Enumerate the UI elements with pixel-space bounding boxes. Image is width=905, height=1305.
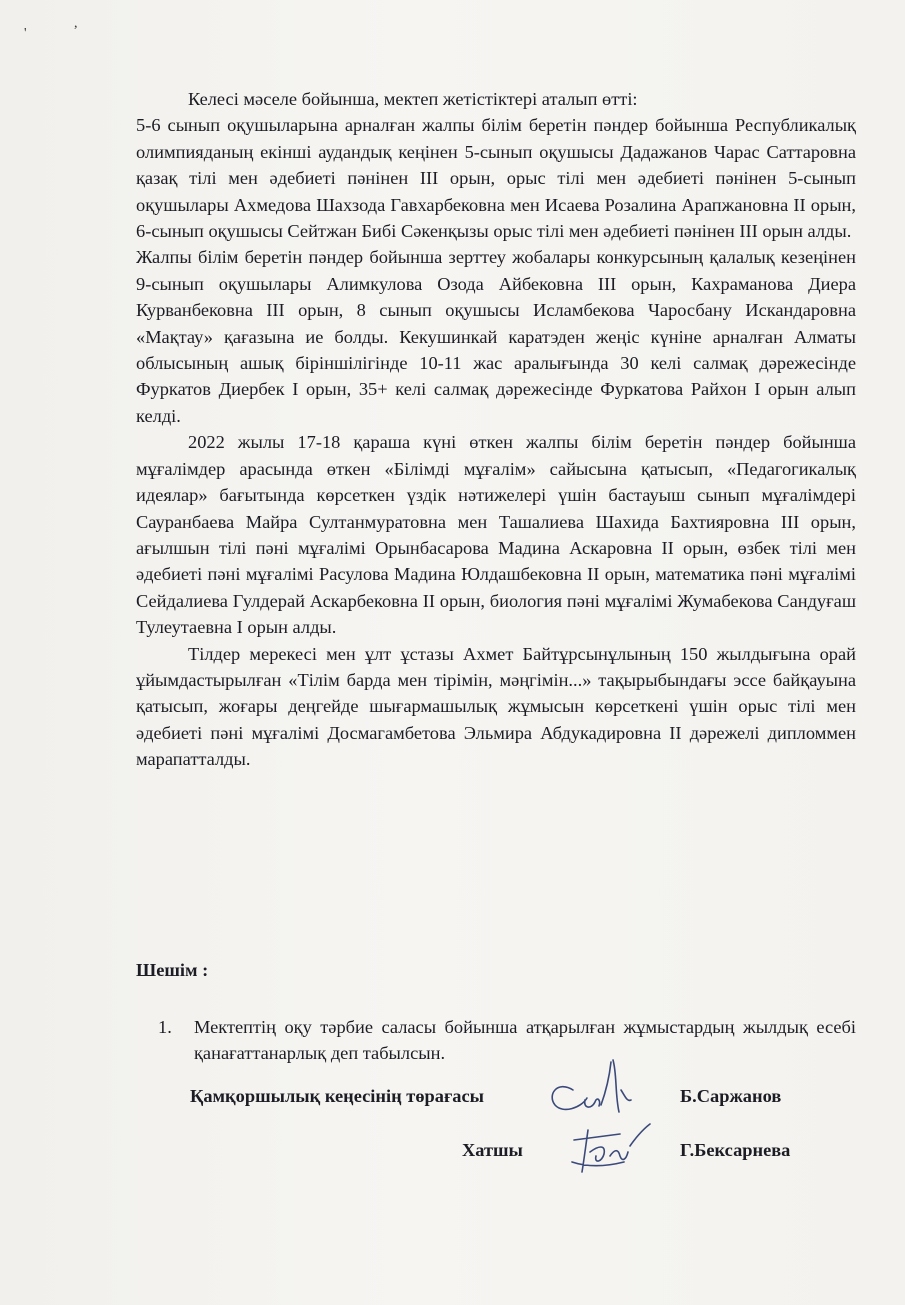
intro-paragraph: Келесі мәселе бойынша, мектеп жетістіктері аталып өтті: bbox=[188, 89, 638, 109]
decision-heading: Шешім : bbox=[136, 960, 209, 980]
secretary-name: Г.Бексарнева bbox=[680, 1140, 791, 1160]
olympiad-paragraph: 5-6 сынып оқушыларына арналған жалпы білім беретін пәндер бойынша Республикалық олимпияданың екінші аудандық кеңінен 5-сынып оқушысы Дадажанов Чарас Саттаровна қазақ тілі мен әдебиеті пәнінен ІІІ орын, орыс тілі мен әдебиеті пәнінен 5-сынып оқушылары Ахмедова Шахзода Гавхарбековна мен Исаева Розалина Арапжановна ІІ орын, 6-сынып оқушысы Сейтжан Бибі Сәкенқызы орыс тілі мен әдебиеті пәнінен ІІІ орын алды. bbox=[136, 115, 856, 242]
essay-contest-paragraph: Тілдер мерекесі мен ұлт ұстазы Ахмет Байтұрсынұлының 150 жылдығына орай ұйымдастырылған «Тілім барда мен тірімін, мәңгімін...» тақырыбындағы эссе байқауына қатысып, жоғары деңгейде шығармашылық жұмысын көрсеткені үшін орыс тілі мен әдебиеті пәні мұғалімі Досмагамбетова Эльмира Абдукадировна ІІ дәрежелі дипломмен марапатталды. bbox=[136, 643, 856, 770]
chair-name: Б.Саржанов bbox=[680, 1086, 782, 1106]
corner-mark-right: , bbox=[74, 16, 78, 31]
secretary-signature bbox=[560, 1110, 665, 1180]
decision-item bbox=[158, 1014, 856, 1066]
secretary-title: Хатшы bbox=[462, 1140, 523, 1160]
teachers-contest-paragraph: 2022 жылы 17-18 қараша күні өткен жалпы білім беретін пәндер бойынша мұғалімдер арасында өткен «Білімді мұғалім» сайысына қатысып, «Педагогикалық идеялар» бағытында көрсеткен үздік нәтижелері үшін бастауыш сынып мұғалімдері Сауранбаева Майра Султанмуратовна мен Ташалиева Шахида Бахтияровна ІІІ орын, ағылшын тілі пәні мұғалімі Орынбасарова Мадина Аскаровна ІІ орын, өзбек тілі мен әдебиеті пәні мұғалімі Расулова Мадина Юлдашбековна ІІ орын, математика пәні мұғалімі Сейдалиева Гулдерай Аскарбековна ІІ орын, биология пәні мұғалімі Жумабекова Сандуғаш Тулеутаевна І орын алды. bbox=[136, 432, 856, 638]
corner-mark-left: ' bbox=[24, 26, 27, 41]
chair-title: Қамқоршылық кеңесінің төрағасы bbox=[190, 1086, 485, 1106]
document-body bbox=[136, 86, 856, 773]
research-projects-paragraph: Жалпы білім беретін пәндер бойынша зерттеу жобалары конкурсының қалалық кезеңінен 9-сынып оқушылары Алимкулова Озода Айбековна ІІІ орын, Кахраманова Диера Курванбековна ІІІ орын, 8 сынып оқушысы Исламбекова Чаросбану Искандаровна «Мақтау» қағазына ие болды. Кекушинкай каратэден жеңіс күніне арналған Алматы облысының ашық біріншілігінде 10-11 жас аралығында 30 келі салмақ дәрежесінде Фуркатов Диербек І орын, 35+ келі салмақ дәрежесінде Фуркатова Райхон І орын алып келді. bbox=[136, 247, 856, 426]
decision-item-number: 1. bbox=[158, 1017, 172, 1037]
decision-item-text: Мектептің оқу тәрбие саласы бойынша атқарылған жұмыстардың жылдық есебі қанағаттанарлық деп табылсын. bbox=[194, 1017, 856, 1063]
